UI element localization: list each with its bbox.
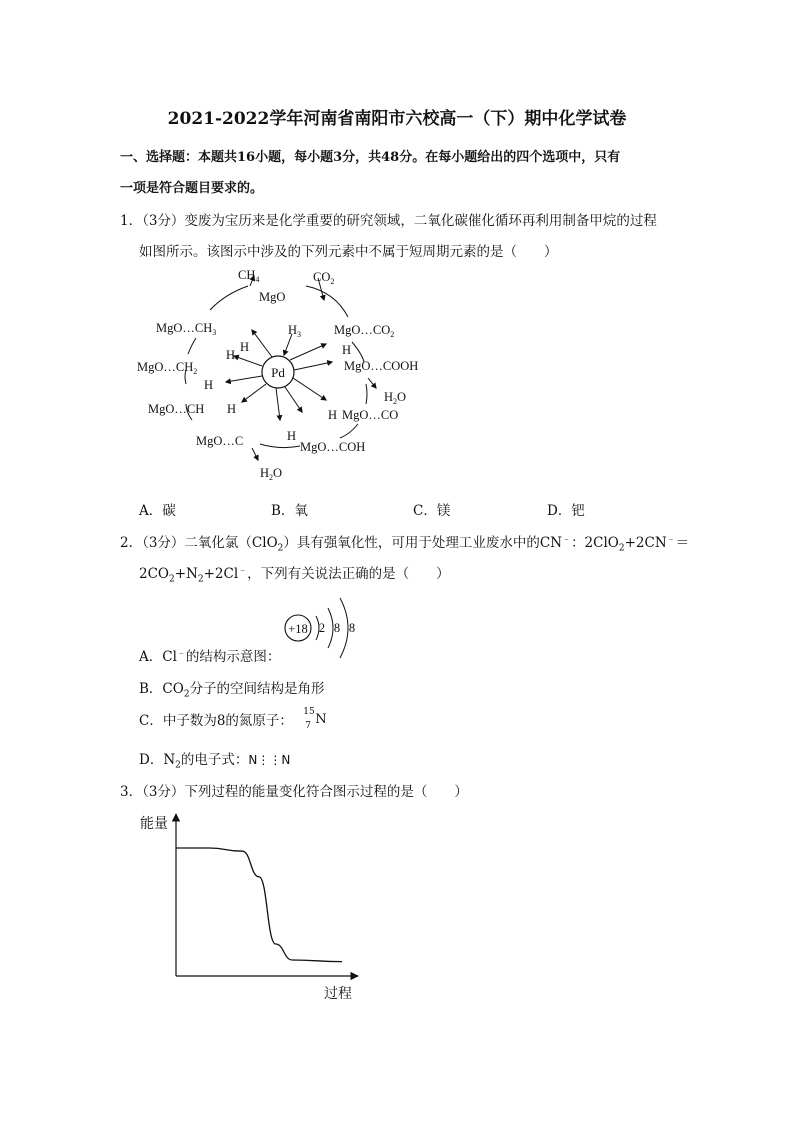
spoke-h-left-3 bbox=[242, 384, 266, 402]
spoke-h-left-2 bbox=[226, 376, 262, 382]
q3-energy-chart bbox=[130, 808, 360, 1008]
label-h-1: H bbox=[240, 340, 250, 354]
label-mgo-ch: MgO…CH bbox=[148, 402, 205, 416]
q1-stem-line1: 1．（3分）变废为宝历来是化学重要的研究领域，二氧化碳催化循环再利用制备甲烷的过程 bbox=[120, 213, 657, 229]
q1-option-c: C．镁 bbox=[413, 503, 451, 519]
q3-stem: 3．（3分）下列过程的能量变化符合图示过程的是（ ） bbox=[120, 784, 468, 800]
cl-ion-structure-diagram bbox=[280, 590, 370, 662]
section-heading-line2: 一项是符合题目要求的。 bbox=[120, 181, 264, 196]
q2-option-b: B．$CO_2$分子的空间结构是角形 bbox=[139, 681, 325, 700]
label-mgo-c: MgO…C bbox=[196, 434, 244, 448]
section-heading-line1: 一、选择题：本题共16小题，每小题3分，共48分。在每小题给出的四个选项中，只有 bbox=[120, 150, 621, 165]
label-h3: $H_3$ bbox=[288, 323, 302, 339]
label-mgo-co2: $MgO\dots CO_2$ bbox=[334, 323, 395, 339]
arrow-to-h2o-bottom bbox=[252, 448, 258, 460]
q1-cycle-diagram bbox=[130, 262, 430, 488]
cycle-arc-top-left bbox=[210, 286, 248, 310]
x-axis-label: 过程 bbox=[324, 987, 352, 1002]
q1-option-a: A．碳 bbox=[139, 503, 176, 519]
nitrogen-isotope-notation: 15 7 N bbox=[303, 707, 327, 731]
label-mgo-co: MgO…CO bbox=[342, 408, 399, 422]
electron-shell-3 bbox=[340, 598, 348, 658]
cycle-arc-right-2 bbox=[366, 384, 367, 404]
q2-stem-line1: 2．（3分）二氧化氯（ClO$_2$）具有强氧化性，可用于处理工业废水中的CN﹣：2ClO$_2$+2CN﹣＝ bbox=[120, 534, 690, 554]
q1-option-d: D．钯 bbox=[547, 503, 585, 519]
y-axis-label: 能量 bbox=[140, 817, 168, 832]
label-h-7: H bbox=[287, 429, 297, 443]
label-h-4: H bbox=[204, 378, 214, 392]
q2-option-a: A．Cl﹣的结构示意图： bbox=[139, 648, 281, 665]
spoke-h-bottom bbox=[276, 388, 280, 420]
q1-option-b: B．氧 bbox=[271, 503, 308, 519]
label-h-3: H bbox=[342, 343, 352, 357]
label-h2o-bottom: $H_2O$ bbox=[260, 466, 283, 482]
shell-3-electrons: 8 bbox=[348, 621, 356, 635]
label-h2o-right: $H_2O$ bbox=[384, 390, 407, 406]
spoke-h-left-1 bbox=[234, 356, 262, 366]
q2-stem-line2: $2CO_2+N_2+2Cl^﹣$，下列有关说法正确的是（ ） bbox=[139, 565, 450, 585]
cycle-arc-bottom bbox=[260, 444, 300, 448]
q2-option-c: C．中子数为8的氮原子： 15 7 N bbox=[139, 707, 327, 731]
spoke-h-right-mid bbox=[294, 362, 332, 370]
q1-stem-line2: 如图所示。该图示中涉及的下列元素中不属于短周期元素的是（ ） bbox=[139, 244, 558, 260]
cycle-arc-left-1 bbox=[188, 338, 196, 354]
label-mgo-cooh: MgO…COOH bbox=[344, 359, 419, 373]
label-mgo-coh: MgO…COH bbox=[300, 440, 366, 454]
spoke-h-top-left bbox=[252, 330, 272, 357]
page-title: 2021-2022学年河南省南阳市六校高一（下）期中化学试卷 bbox=[167, 109, 627, 129]
label-mgo-ch2: $MgO\dots CH_2$ bbox=[137, 360, 198, 376]
shell-1-electrons: 2 bbox=[318, 621, 326, 635]
label-mgo-ch3: $MgO\dots CH_3$ bbox=[156, 321, 217, 337]
label-mgo-top: MgO bbox=[259, 290, 286, 304]
arrow-to-h2o-right bbox=[368, 378, 376, 388]
energy-curve bbox=[176, 848, 342, 962]
spoke-h3-in bbox=[284, 334, 292, 355]
label-h-6: H bbox=[328, 408, 338, 422]
shell-2-electrons: 8 bbox=[333, 621, 341, 635]
spoke-h-bottom-right bbox=[285, 387, 302, 412]
electron-shell-2 bbox=[328, 608, 333, 648]
pd-label: Pd bbox=[271, 365, 285, 380]
q2-option-d: D．$N_2$的电子式：N⋮⋮N bbox=[139, 752, 291, 771]
cycle-arc-top-right bbox=[306, 286, 348, 317]
cycle-arc-right-3 bbox=[340, 424, 358, 438]
spoke-h-right-low bbox=[293, 378, 326, 400]
spoke-h-right-up bbox=[290, 344, 326, 360]
label-ch4: $CH_4$ bbox=[238, 268, 260, 284]
label-h-2: H bbox=[226, 348, 236, 362]
label-h-5: H bbox=[227, 402, 237, 416]
label-co2-top: $CO_2$ bbox=[313, 270, 335, 286]
nucleus-charge: +18 bbox=[288, 622, 308, 636]
